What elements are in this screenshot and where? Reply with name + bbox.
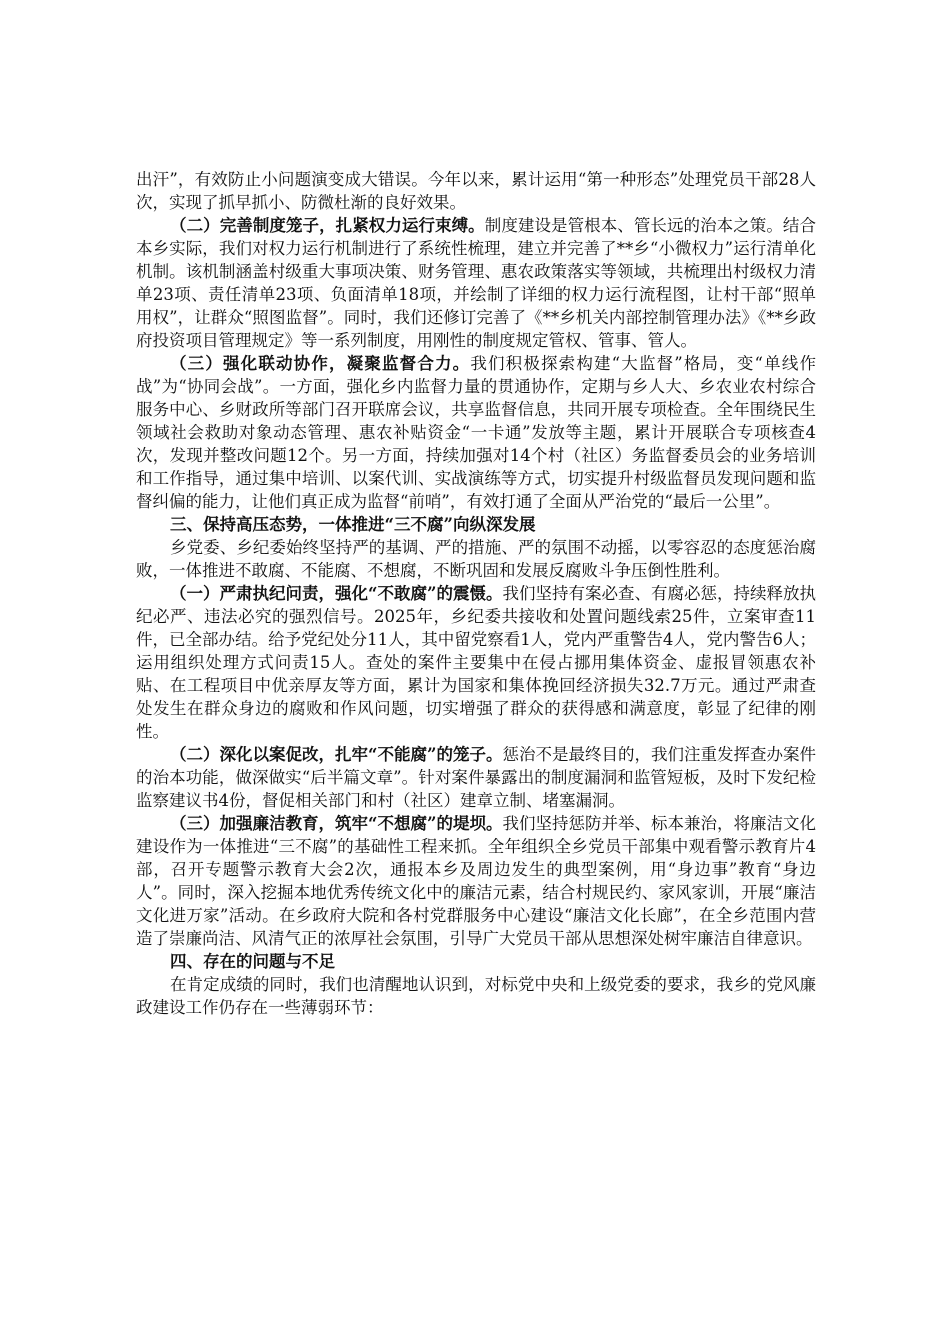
paragraph-text: 我们坚持惩防并举、标本兼治，将廉洁文化建设作为一体推进“三不腐”的基础性工程来抓。全年组织全乡党员干部集中观看警示教育片4部，召开专题警示教育大会2次，通报本乡及周边发生的典型案例，用“身边事”教育“身边人”。同时，深入挖掘本地优秀传统文化中的廉洁元素，结合村规民约、家风家训，开展“廉洁文化进万家”活动。在乡政府大院和各村党群服务中心建设“廉洁文化长廊”，在全乡范围内营造了崇廉尚洁、风清气正的浓厚社会氛围，引导广大党员干部从思想深处树牢廉洁自律意识。 (136, 814, 817, 948)
paragraph-lead: （二）完善制度笼子，扎紧权力运行束缚。 (170, 216, 485, 235)
section-heading-4: 四、存在的问题与不足 (170, 952, 335, 971)
paragraph-lead: （一）严肃执纪问责，强化“不敢腐”的震慑。 (170, 584, 503, 603)
paragraph-text: 惩治不是最终目的，我们注重发挥查办案件的治本功能，做深做实“后半篇文章”。针对案件暴露出的制度漏洞和监管短板，及时下发纪检监察建议书4份，督促相关部门和村（社区）建章立制、堵塞漏洞。 (136, 745, 817, 810)
paragraph-lead: （三）强化联动协作，凝聚监督合力。 (170, 354, 471, 373)
paragraph-continuation (136, 168, 816, 214)
paragraph-section-2-3 (136, 352, 816, 513)
paragraph-section-3-2 (136, 743, 816, 812)
paragraph-lead: （二）深化以案促改，扎牢“不能腐”的笼子。 (170, 745, 503, 764)
document-body (136, 168, 816, 1019)
paragraph-section-3-intro (136, 536, 816, 582)
paragraph-text: 出汗”，有效防止小问题演变成大错误。今年以来，累计运用“第一种形态”处理党员干部28人次，实现了抓早抓小、防微杜渐的良好效果。 (136, 170, 816, 212)
paragraph-text: 乡党委、乡纪委始终坚持严的基调、严的措施、严的氛围不动摇，以零容忍的态度惩治腐败，一体推进不敢腐、不能腐、不想腐，不断巩固和发展反腐败斗争压倒性胜利。 (136, 538, 816, 580)
paragraph-text: 我们坚持有案必查、有腐必惩，持续释放执纪必严、违法必究的强烈信号。2025年，乡纪委共接收和处置问题线索25件，立案审查11件，已全部办结。给予党纪处分11人，其中留党察看1人，党内严重警告4人，党内警告6人；运用组织处理方式问责15人。查处的案件主要集中在侵占挪用集体资金、虚报冒领惠农补贴、在工程项目中优亲厚友等方面，累计为国家和集体挽回经济损失32.7万元。通过严肃查处发生在群众身边的腐败和作风问题，切实增强了群众的获得感和满意度，彰显了纪律的刚性。 (136, 584, 817, 741)
paragraph-section-4-intro (136, 973, 816, 1019)
section-heading-3: 三、保持高压态势，一体推进“三不腐”向纵深发展 (170, 515, 536, 534)
paragraph-section-3-3 (136, 812, 816, 950)
paragraph-lead: （三）加强廉洁教育，筑牢“不想腐”的堤坝。 (170, 814, 503, 833)
paragraph-section-3-1 (136, 582, 816, 743)
paragraph-text: 制度建设是管根本、管长远的治本之策。结合本乡实际，我们对权力运行机制进行了系统性梳理，建立并完善了**乡“小微权力”运行清单化机制。该机制涵盖村级重大事项决策、财务管理、惠农政策落实等领域，共梳理出村级权力清单23项、责任清单23项、负面清单18项，并绘制了详细的权力运行流程图，让村干部“照单用权”，让群众“照图监督”。同时，我们还修订完善了《**乡机关内部控制管理办法》《**乡政府投资项目管理规定》等一系列制度，用刚性的制度规定管权、管事、管人。 (136, 216, 817, 350)
paragraph-text: 我们积极探索构建“大监督”格局，变“单线作战”为“协同会战”。一方面，强化乡内监督力量的贯通协作，定期与乡人大、乡农业农村综合服务中心、乡财政所等部门召开联席会议，共享监督信息，共同开展专项检查。全年围绕民生领域社会救助对象动态管理、惠农补贴资金“一卡通”发放等主题，累计开展联合专项核查4次，发现并整改问题12个。另一方面，持续加强对14个村（社区）务监督委员会的业务培训和工作指导，通过集中培训、以案代训、实战演练等方式，切实提升村级监督员发现问题和监督纠偏的能力，让他们真正成为监督“前哨”，有效打通了全面从严治党的“最后一公里”。 (136, 354, 816, 511)
paragraph-text: 在肯定成绩的同时，我们也清醒地认识到，对标党中央和上级党委的要求，我乡的党风廉政建设工作仍存在一些薄弱环节： (136, 975, 816, 1017)
paragraph-section-2-2 (136, 214, 816, 352)
